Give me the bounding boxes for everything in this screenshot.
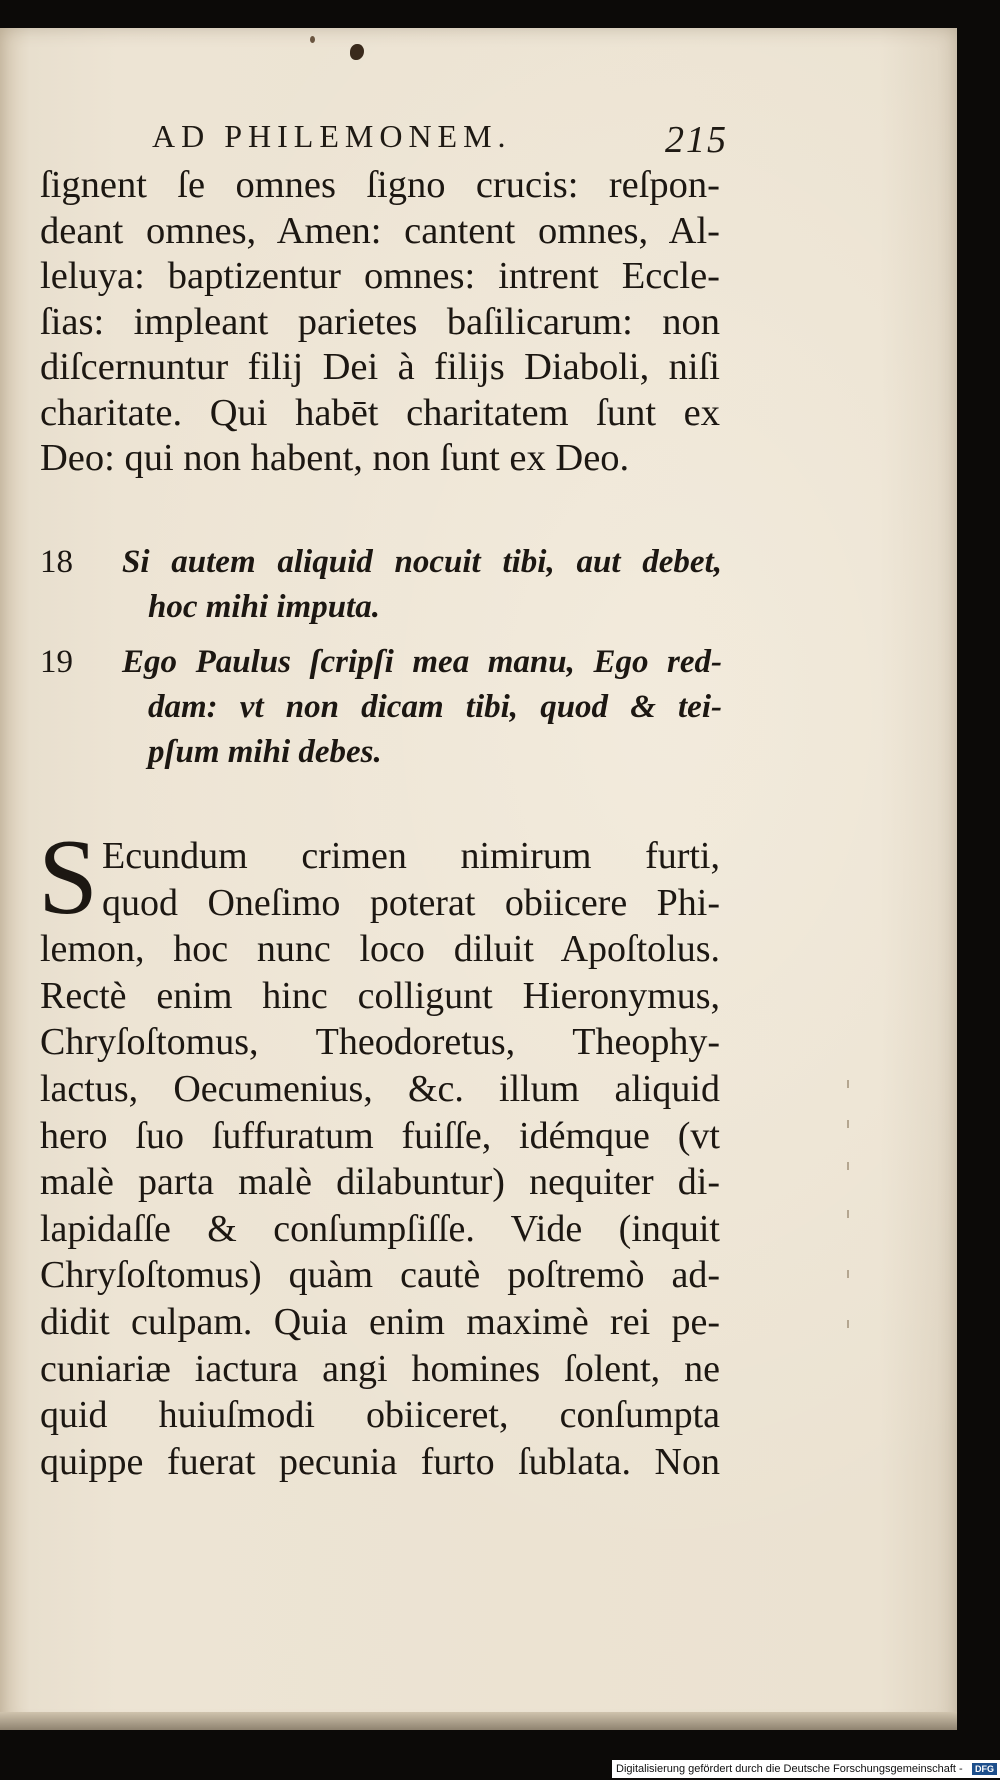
text-line: quid huiuſmodi obiiceret, conſumpta [40,1394,720,1437]
text-line: Deo: qui non habent, non ſunt ex Deo. [40,437,630,479]
text-line: charitate. Qui habēt charitatem ſunt ex [40,391,720,434]
margin-marks [847,1080,853,1340]
text-line: quippe fuerat pecunia furto ſublata. Non [40,1440,720,1483]
page-number: 215 [665,119,728,161]
verse-line: Si autem aliquid nocuit tibi, aut debet, [122,544,722,580]
verse-line: Ego Paulus ſcripſi mea manu, Ego red- [122,644,722,680]
verse-18 [40,540,730,630]
text-line: Chryſoſtomus) quàm cautè poſtremò ad- [40,1254,720,1297]
text-line: lactus, Oecumenius, &c. illum aliquid [40,1067,720,1110]
page-bottom-edge [0,1712,957,1730]
verse-number: 18 [40,544,73,580]
verse-line: hoc mihi imputa. [148,589,380,625]
ink-speck [310,36,315,43]
text-line: diſcernuntur filij Dei à filijs Diaboli, niſi [40,346,720,388]
text-line: ſias: impleant parietes baſilicarum: non [40,300,720,343]
text-line: Rectè enim hinc colligunt Hieronymus, [40,974,720,1017]
text-line: quod Oneſimo poterat obiicere Phi- [102,881,720,924]
drop-cap: S [38,818,99,937]
text-line: deant omnes, Amen: cantent omnes, Al- [40,209,720,252]
text-line: cuniariæ iactura angi homines ſolent, ne [40,1347,720,1390]
text-line: hero ſuo ſuffuratum fuiſſe, idémque (vt [40,1114,720,1157]
verse-line: dam: vt non dicam tibi, quod & tei- [148,689,722,725]
page-header [0,118,957,161]
verse-line: pſum mihi debes. [148,734,382,770]
text-line: ſignent ſe omnes ſigno crucis: reſpon- [40,164,720,206]
text-line: Chryſoſtomus, Theodoretus, Theophy- [40,1021,720,1064]
digitization-credit [612,1760,1000,1778]
verse-number: 19 [40,644,73,680]
text-line: lemon, hoc nunc loco diluit Apoſtolus. [40,928,720,971]
text-line: lapidaſſe & conſumpſiſſe. Vide (inquit [40,1207,720,1250]
text-line: malè parta malè dilabuntur) nequiter di- [40,1161,720,1204]
running-head: AD PHILEMONEM. [152,118,512,154]
text-line: didit culpam. Quia enim maximè rei pe- [40,1300,720,1343]
text-line: leluya: baptizentur omnes: intrent Eccle- [40,255,720,297]
verse-19 [40,640,730,775]
credit-text: Digitalisierung gefördert durch die Deutsche Forschungsgemeinschaft - [616,1763,963,1775]
text-line: Ecundum crimen nimirum furti, [102,835,720,877]
dfg-logo: DFG [972,1763,997,1775]
body-text [40,163,720,482]
commentary-text [40,833,720,1485]
